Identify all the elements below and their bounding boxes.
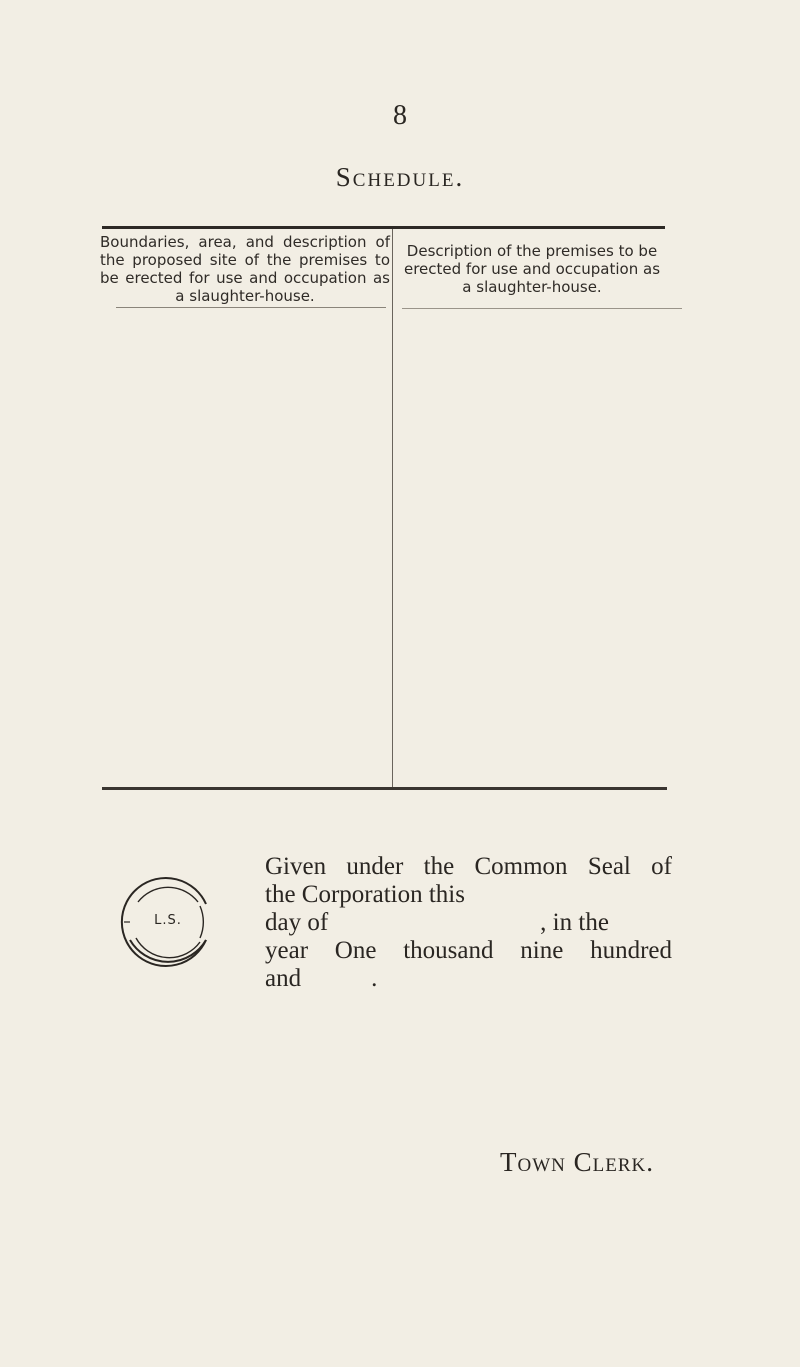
column-header-premises-description: Description of the premises to be erected for use and occupation as a slaughter-house. [403, 242, 661, 296]
attestation-and: and [265, 965, 302, 992]
header-rule-left [116, 307, 386, 308]
table-top-rule [102, 226, 665, 229]
attestation-line [265, 965, 672, 993]
column-header-site-description: Boundaries, area, and description of the proposed site of the premises to be erected for use and occupation as a slaughter-house. [100, 233, 390, 305]
header-rule-right [402, 308, 682, 309]
attestation-line [265, 909, 672, 937]
attestation-line: the Corporation this [265, 881, 465, 908]
attestation-day-of: day of [265, 909, 329, 936]
schedule-title: Schedule. [335, 162, 465, 192]
column-divider [392, 229, 393, 787]
seal-label: L.S. [154, 913, 182, 928]
attestation-line: year One thousand nine hundred [265, 937, 672, 964]
attestation-line: Given under the Common Seal of [265, 853, 672, 880]
attestation-final-period: . [371, 965, 378, 992]
page-number: 8 [393, 100, 407, 131]
town-clerk-signature: Town Clerk. [500, 1147, 654, 1177]
attestation-text [265, 853, 672, 993]
attestation-in-the: , in the [540, 909, 609, 936]
table-bottom-rule [102, 787, 667, 790]
